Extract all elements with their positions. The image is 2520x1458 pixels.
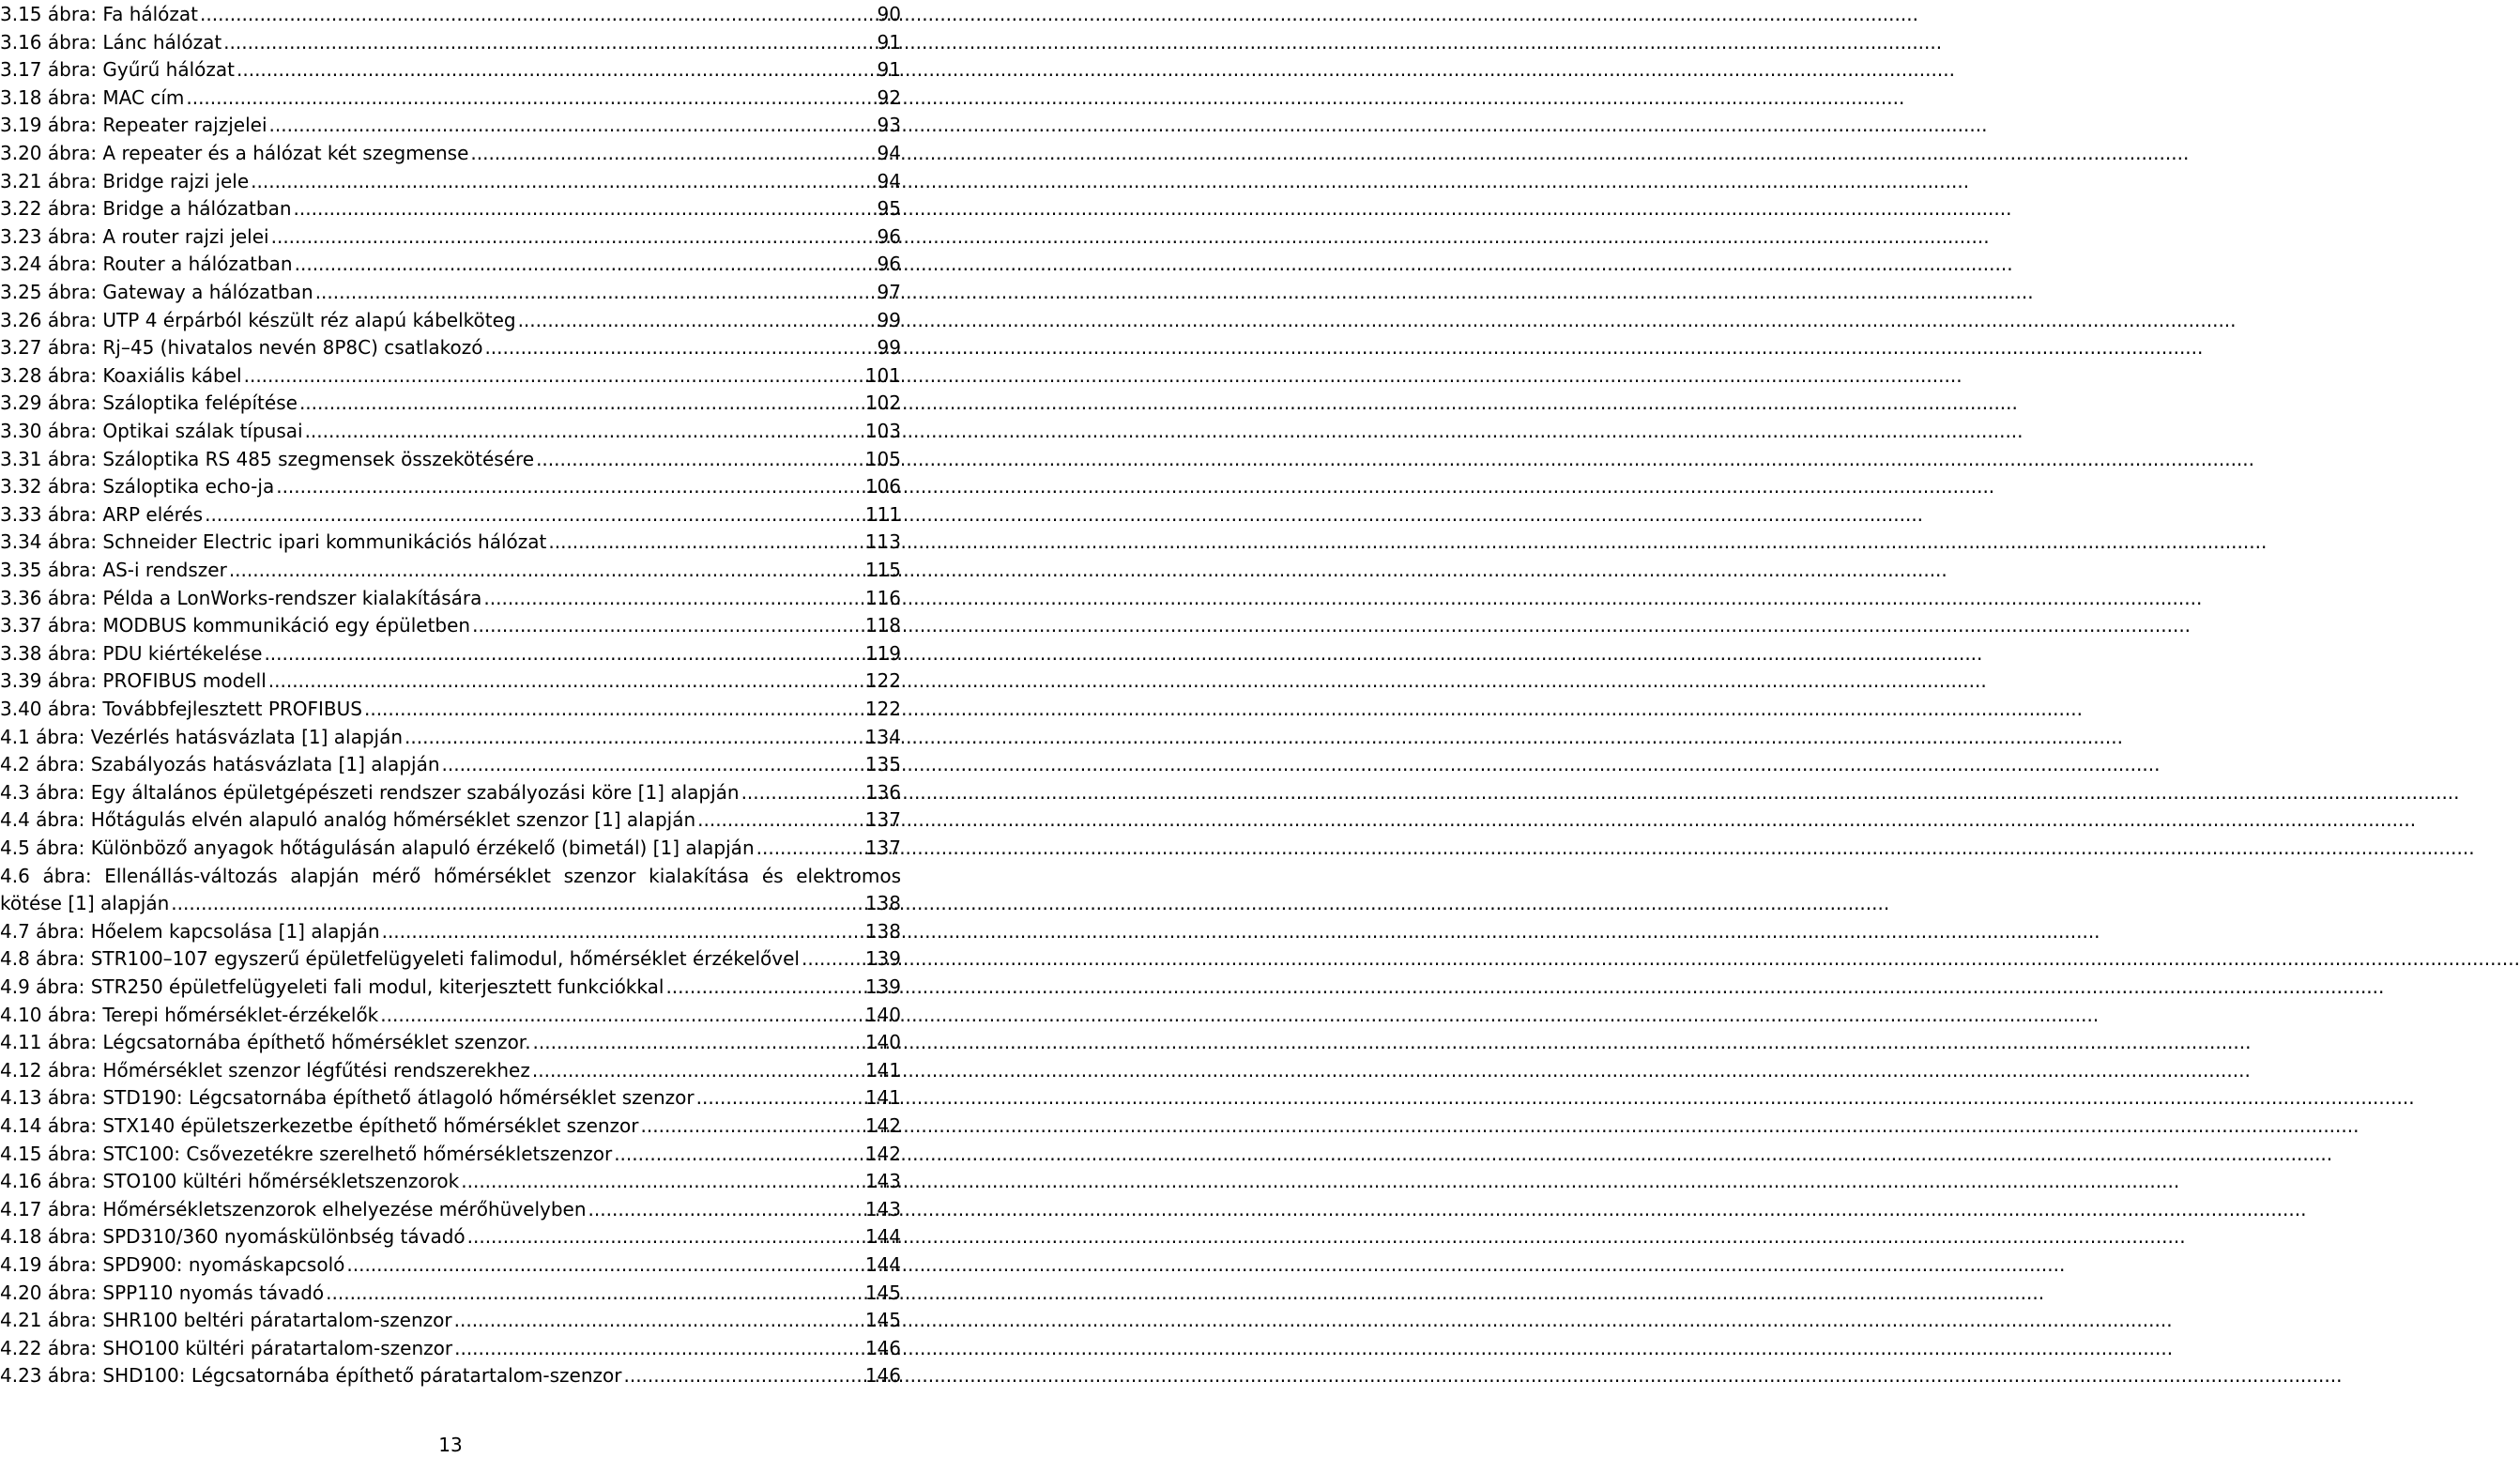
toc-entry[interactable] xyxy=(0,446,901,472)
toc-entry-page: 94 xyxy=(877,169,901,192)
toc-entry-label: 3.33 ábra: ARP elérés xyxy=(0,502,204,526)
toc-entry-label: 3.21 ábra: Bridge rajzi jele xyxy=(0,169,250,192)
toc-entry[interactable] xyxy=(0,418,901,444)
dot-leader xyxy=(756,835,863,861)
toc-entry-page: 91 xyxy=(877,58,901,82)
toc-entry-label-continued: kötése [1] alapján xyxy=(0,892,170,915)
dot-leader xyxy=(454,1307,863,1333)
toc-entry[interactable] xyxy=(0,501,901,528)
toc-entry-page: 141 xyxy=(864,1086,901,1110)
toc-entry[interactable] xyxy=(0,1002,901,1028)
toc-entry[interactable] xyxy=(0,529,901,555)
toc-entry[interactable] xyxy=(0,112,901,138)
dot-leader xyxy=(315,279,876,305)
toc-entry[interactable] xyxy=(0,974,901,1000)
toc-entry-page: 137 xyxy=(864,808,901,832)
toc-entry-label: 4.7 ábra: Hőelem kapcsolása [1] alapján xyxy=(0,919,380,943)
toc-entry[interactable] xyxy=(0,1141,901,1167)
toc-entry-page: 122 xyxy=(864,698,901,720)
toc-entry-label: 4.8 ábra: STR100–107 egyszerű épületfelügyeleti falimodul, hőmérséklet érzékelővel xyxy=(0,947,800,971)
toc-entry-page: 140 xyxy=(864,1031,901,1054)
toc-entry-label: 3.25 ábra: Gateway a hálózatban xyxy=(0,281,313,303)
dot-leader xyxy=(299,390,863,416)
toc-entry-page: 102 xyxy=(864,391,901,415)
dot-leader xyxy=(276,473,863,499)
toc-entry-page: 96 xyxy=(877,253,901,276)
dot-leader xyxy=(382,918,863,944)
toc-entry[interactable] xyxy=(0,1362,901,1389)
dot-leader xyxy=(171,890,863,916)
toc-entry-label: 3.27 ábra: Rj–45 (hivatalos nevén 8P8C) csatlakozó xyxy=(0,336,483,360)
dot-leader xyxy=(472,612,863,638)
toc-entry-page: 95 xyxy=(877,197,901,221)
toc-entry-page: 143 xyxy=(864,1197,901,1220)
dot-leader xyxy=(548,529,863,555)
toc-entry-label: 3.19 ábra: Repeater rajzjelei xyxy=(0,114,267,137)
toc-entry[interactable] xyxy=(0,84,901,111)
toc-entry-label: 3.26 ábra: UTP 4 érpárból készült réz alapú kábelköteg xyxy=(0,308,516,331)
toc-entry[interactable] xyxy=(0,168,901,194)
toc-entry[interactable] xyxy=(0,779,901,806)
toc-entry-page: 139 xyxy=(864,975,901,998)
toc-entry-page: 103 xyxy=(864,420,901,442)
toc-entry[interactable] xyxy=(0,1251,901,1278)
toc-entry-page: 101 xyxy=(864,363,901,387)
toc-entry-page: 99 xyxy=(877,336,901,360)
toc-entry[interactable] xyxy=(0,1057,901,1083)
toc-entry-page: 106 xyxy=(864,475,901,499)
toc-entry-page: 119 xyxy=(864,641,901,665)
dot-leader xyxy=(532,1057,863,1083)
toc-entry[interactable] xyxy=(0,696,901,722)
dot-leader xyxy=(268,668,863,694)
toc-entry[interactable] xyxy=(0,279,901,305)
toc-entry-label: 4.19 ábra: SPD900: nyomáskapcsoló xyxy=(0,1253,345,1276)
toc-entry[interactable] xyxy=(0,195,901,222)
toc-entry-label: 4.2 ábra: Szabályozás hatásvázlata [1] alapján xyxy=(0,753,440,776)
toc-entry[interactable] xyxy=(0,1084,901,1111)
toc-entry-page: 138 xyxy=(864,892,901,915)
toc-entry-label: 4.23 ábra: SHD100: Légcsatornába építhető páratartalom-szenzor xyxy=(0,1364,622,1388)
toc-entry[interactable] xyxy=(0,612,901,638)
dot-leader xyxy=(405,724,863,750)
toc-entry[interactable] xyxy=(0,1168,901,1194)
dot-leader xyxy=(364,696,863,722)
dot-leader xyxy=(484,334,875,361)
toc-entry-label: 3.17 ábra: Gyűrű hálózat xyxy=(0,58,235,82)
toc-entry[interactable] xyxy=(0,334,901,361)
toc-entry[interactable] xyxy=(0,56,901,83)
toc-entry-page: 94 xyxy=(877,142,901,164)
dot-leader xyxy=(802,945,863,972)
toc-entry-label: 4.3 ábra: Egy általános épületgépészeti rendszer szabályozási köre [1] alapján xyxy=(0,780,740,804)
toc-entry-page: 146 xyxy=(864,1336,901,1359)
toc-entry-label: 3.36 ábra: Példa a LonWorks-rendszer kialakítására xyxy=(0,586,482,609)
dot-leader xyxy=(223,29,875,55)
toc-entry-label: 3.24 ábra: Router a hálózatban xyxy=(0,253,293,276)
dot-leader xyxy=(623,1362,863,1389)
dot-leader xyxy=(186,84,875,111)
toc-entry-label: 4.6 ábra: Ellenállás-változás alapján mérő hőmérséklet szenzor kialakítása és elektromos xyxy=(0,864,901,887)
toc-entry[interactable] xyxy=(0,362,901,389)
dot-leader xyxy=(305,418,863,444)
toc-entry[interactable] xyxy=(0,585,901,611)
toc-entry-page: 142 xyxy=(864,1142,901,1165)
toc-entry[interactable] xyxy=(0,557,901,583)
toc-entry-label: 3.28 ábra: Koaxiális kábel xyxy=(0,363,242,387)
dot-leader xyxy=(442,751,863,777)
toc-entry[interactable] xyxy=(0,1029,901,1055)
toc-entry-page: 115 xyxy=(864,559,901,581)
dot-leader xyxy=(264,640,863,667)
toc-entry-page: 92 xyxy=(877,85,901,109)
toc-entry-label: 4.17 ábra: Hőmérsékletszenzorok elhelyezése mérőhüvelyben xyxy=(0,1197,587,1220)
toc-entry[interactable] xyxy=(0,1113,901,1139)
toc-entry[interactable] xyxy=(0,140,901,166)
toc-entry[interactable] xyxy=(0,751,901,777)
toc-entry-page: 116 xyxy=(864,586,901,609)
dot-leader xyxy=(380,1002,863,1028)
dot-leader xyxy=(294,195,876,222)
dot-leader xyxy=(244,362,863,389)
toc-entry-label: 4.14 ábra: STX140 épületszerkezetbe építhető hőmérséklet szenzor xyxy=(0,1114,639,1137)
dot-leader xyxy=(346,1251,863,1278)
toc-entry[interactable] xyxy=(0,473,901,499)
dot-leader xyxy=(697,806,863,833)
toc-entry-page: 122 xyxy=(864,669,901,693)
dot-leader xyxy=(588,1196,863,1222)
toc-entry[interactable] xyxy=(0,307,901,333)
toc-entry-label: 3.18 ábra: MAC cím xyxy=(0,85,185,109)
toc-entry[interactable] xyxy=(0,1,901,27)
toc-entry-label: 4.21 ábra: SHR100 beltéri páratartalom-szenzor xyxy=(0,1309,452,1332)
dot-leader xyxy=(614,1141,863,1167)
toc-entry[interactable] xyxy=(0,863,901,917)
dot-leader xyxy=(536,446,863,472)
toc-entry-label: 4.5 ábra: Különböző anyagok hőtágulásán alapuló érzékelő (bimetál) [1] alapján xyxy=(0,836,755,859)
toc-entry-label: 3.34 ábra: Schneider Electric ipari kommunikációs hálózat xyxy=(0,530,547,554)
toc-entry-page: 96 xyxy=(877,224,901,248)
page-number: 13 xyxy=(438,1434,463,1456)
toc-entry[interactable] xyxy=(0,1280,901,1306)
toc-entry-label: 3.29 ábra: Száloptika felépítése xyxy=(0,391,298,415)
toc-entry-label: 3.31 ábra: Száloptika RS 485 szegmensek összekötésére xyxy=(0,447,535,470)
toc-entry-label: 3.38 ábra: PDU kiértékelése xyxy=(0,641,263,665)
dot-leader xyxy=(665,974,863,1000)
toc-entry-label: 4.22 ábra: SHO100 kültéri páratartalom-szenzor xyxy=(0,1336,453,1359)
toc-entry[interactable] xyxy=(0,223,901,250)
toc-entry[interactable] xyxy=(0,835,901,861)
toc-entry-page: 97 xyxy=(877,281,901,303)
toc-entry-page: 111 xyxy=(864,502,901,526)
dot-leader xyxy=(200,1,876,27)
toc-entry-label: 4.15 ábra: STC100: Csővezetékre szerelhető hőmérsékletszenzor xyxy=(0,1142,613,1165)
dot-leader xyxy=(251,168,875,194)
toc-entry-page: 136 xyxy=(864,780,901,804)
dot-leader xyxy=(269,112,876,138)
toc-entry-page: 139 xyxy=(864,947,901,971)
dot-leader xyxy=(518,307,876,333)
toc-entry[interactable] xyxy=(0,251,901,277)
toc-entry-label: 4.10 ábra: Terepi hőmérséklet-érzékelők xyxy=(0,1003,379,1026)
toc-entry[interactable] xyxy=(0,724,901,750)
toc-entry-label: 3.39 ábra: PROFIBUS modell xyxy=(0,669,267,693)
toc-entry-page: 91 xyxy=(877,30,901,54)
toc-entry-label: 4.11 ábra: Légcsatornába építhető hőmérséklet szenzor. xyxy=(0,1031,531,1054)
toc-entry[interactable] xyxy=(0,668,901,694)
toc-entry-page: 141 xyxy=(864,1058,901,1082)
dot-leader xyxy=(533,1029,863,1055)
dot-leader xyxy=(271,223,876,250)
toc-entry-label: 3.20 ábra: A repeater és a hálózat két szegmense xyxy=(0,142,469,164)
toc-entry-label: 4.4 ábra: Hőtágulás elvén alapuló analóg hőmérséklet szenzor [1] alapján xyxy=(0,808,696,832)
toc-entry-label: 3.35 ábra: AS-i rendszer xyxy=(0,559,227,581)
toc-entry[interactable] xyxy=(0,640,901,667)
toc-entry-label: 3.15 ábra: Fa hálózat xyxy=(0,3,199,25)
toc-entry-page: 138 xyxy=(864,919,901,943)
toc-entry-label: 4.16 ábra: STO100 kültéri hőmérsékletszenzorok xyxy=(0,1170,460,1193)
toc-entry-page: 137 xyxy=(864,836,901,859)
dot-leader xyxy=(205,501,863,528)
toc-entry-page: 145 xyxy=(864,1309,901,1332)
toc-entry-page: 99 xyxy=(877,308,901,331)
toc-entry-page: 140 xyxy=(864,1003,901,1026)
toc-entry-page: 145 xyxy=(864,1281,901,1304)
toc-entry-label: 4.18 ábra: SPD310/360 nyomáskülönbség távadó xyxy=(0,1225,466,1249)
toc-entry-page: 144 xyxy=(864,1225,901,1249)
dot-leader xyxy=(454,1335,863,1361)
toc-entry-label: 3.40 ábra: Továbbfejlesztett PROFIBUS xyxy=(0,698,362,720)
toc-entry[interactable] xyxy=(0,1196,901,1222)
toc-entry-label: 4.20 ábra: SPP110 nyomás távadó xyxy=(0,1281,325,1304)
toc-entry-page: 90 xyxy=(877,3,901,25)
dot-leader xyxy=(467,1223,863,1250)
toc-entry-page: 143 xyxy=(864,1170,901,1193)
toc-entry-page: 113 xyxy=(864,530,901,554)
dot-leader xyxy=(326,1280,863,1306)
toc-entry-label: 4.9 ábra: STR250 épületfelügyeleti fali modul, kiterjesztett funkciókkal xyxy=(0,975,664,998)
toc-entry[interactable] xyxy=(0,390,901,416)
toc-entry-label: 3.23 ábra: A router rajzi jelei xyxy=(0,224,269,248)
toc-entry-page: 134 xyxy=(864,725,901,748)
dot-leader xyxy=(483,585,863,611)
dot-leader xyxy=(470,140,875,166)
dot-leader xyxy=(696,1084,863,1111)
toc-entry-page: 118 xyxy=(864,614,901,637)
toc-entry[interactable] xyxy=(0,1335,901,1361)
toc-entry[interactable] xyxy=(0,1223,901,1250)
toc-entry[interactable] xyxy=(0,806,901,833)
dot-leader xyxy=(741,779,863,806)
toc-entry[interactable] xyxy=(0,1307,901,1333)
toc-entry-page: 93 xyxy=(877,114,901,137)
toc-entry-page: 144 xyxy=(864,1253,901,1276)
dot-leader xyxy=(641,1113,863,1139)
toc-entry-page: 142 xyxy=(864,1114,901,1137)
toc-entry[interactable] xyxy=(0,945,901,972)
toc-entry-label: 3.16 ábra: Lánc hálózat xyxy=(0,30,222,54)
toc-entry[interactable] xyxy=(0,918,901,944)
dot-leader xyxy=(461,1168,863,1194)
dot-leader xyxy=(295,251,876,277)
toc-entry-label: 3.37 ábra: MODBUS kommunikáció egy épületben xyxy=(0,614,471,637)
toc-entry-label: 3.22 ábra: Bridge a hálózatban xyxy=(0,197,292,221)
toc-entry-page: 105 xyxy=(864,447,901,470)
toc-entry-label: 4.13 ábra: STD190: Légcsatornába építhető átlagoló hőmérséklet szenzor xyxy=(0,1086,695,1110)
toc-entry-label: 3.32 ábra: Száloptika echo-ja xyxy=(0,475,275,499)
toc-entry[interactable] xyxy=(0,29,901,55)
toc-entry-label: 3.30 ábra: Optikai szálak típusai xyxy=(0,420,303,442)
toc-entry-label: 4.12 ábra: Hőmérséklet szenzor légfűtési rendszerekhez xyxy=(0,1058,530,1082)
toc-entry-page: 135 xyxy=(864,753,901,776)
toc-entry-page: 146 xyxy=(864,1364,901,1388)
dot-leader xyxy=(229,557,863,583)
dot-leader xyxy=(237,56,876,83)
toc-entry-label: 4.1 ábra: Vezérlés hatásvázlata [1] alapján xyxy=(0,725,404,748)
